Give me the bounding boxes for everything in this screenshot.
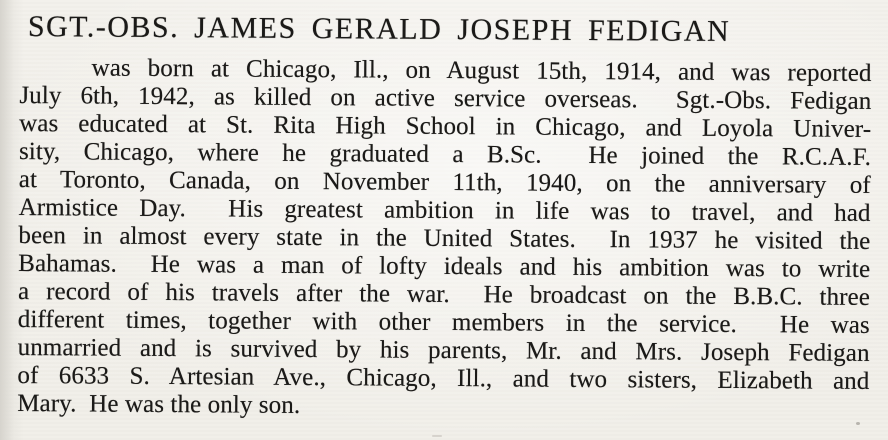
scan-speck [432, 435, 442, 437]
text-line: Mary. He was the only son. [17, 389, 301, 419]
text-line: been in almost every state in the United States. In 1937 he visited the [18, 221, 871, 255]
text-line: was born at Chicago, Ill., on August 15th, 1914, and was reported [91, 54, 872, 87]
page-title: SGT.-OBS. JAMES GERALD JOSEPH FEDIGAN [27, 10, 731, 48]
text-line: of 6633 S. Artesian Ave., Chicago, Ill., and two sisters, Elizabeth and [17, 361, 870, 395]
biography-paragraph [17, 54, 872, 424]
text-line: a record of his travels after the war. He broadcast on the B.B.C. three [17, 277, 871, 311]
text-line: at Toronto, Canada, on November 11th, 1940, on the anniversary of [18, 165, 871, 199]
text-line: unmarried and is survived by his parents, Mr. and Mrs. Joseph Fedigan [17, 333, 870, 367]
text-line: Armistice Day. His greatest ambition in life was to travel, and had [18, 193, 871, 227]
text-line: Bahamas. He was a man of lofty ideals and his ambition was to write [18, 249, 871, 283]
text-line: different times, together with other members in the service. He was [17, 305, 870, 339]
text-line: July 6th, 1942, as killed on active service overseas. Sgt.-Obs. Fedigan [19, 81, 872, 115]
text-line: was educated at St. Rita High School in Chicago, and Loyola Univer- [19, 109, 872, 143]
scan-speck [856, 422, 860, 425]
text-line: sity, Chicago, where he graduated a B.Sc. He joined the R.C.A.F. [18, 137, 872, 171]
